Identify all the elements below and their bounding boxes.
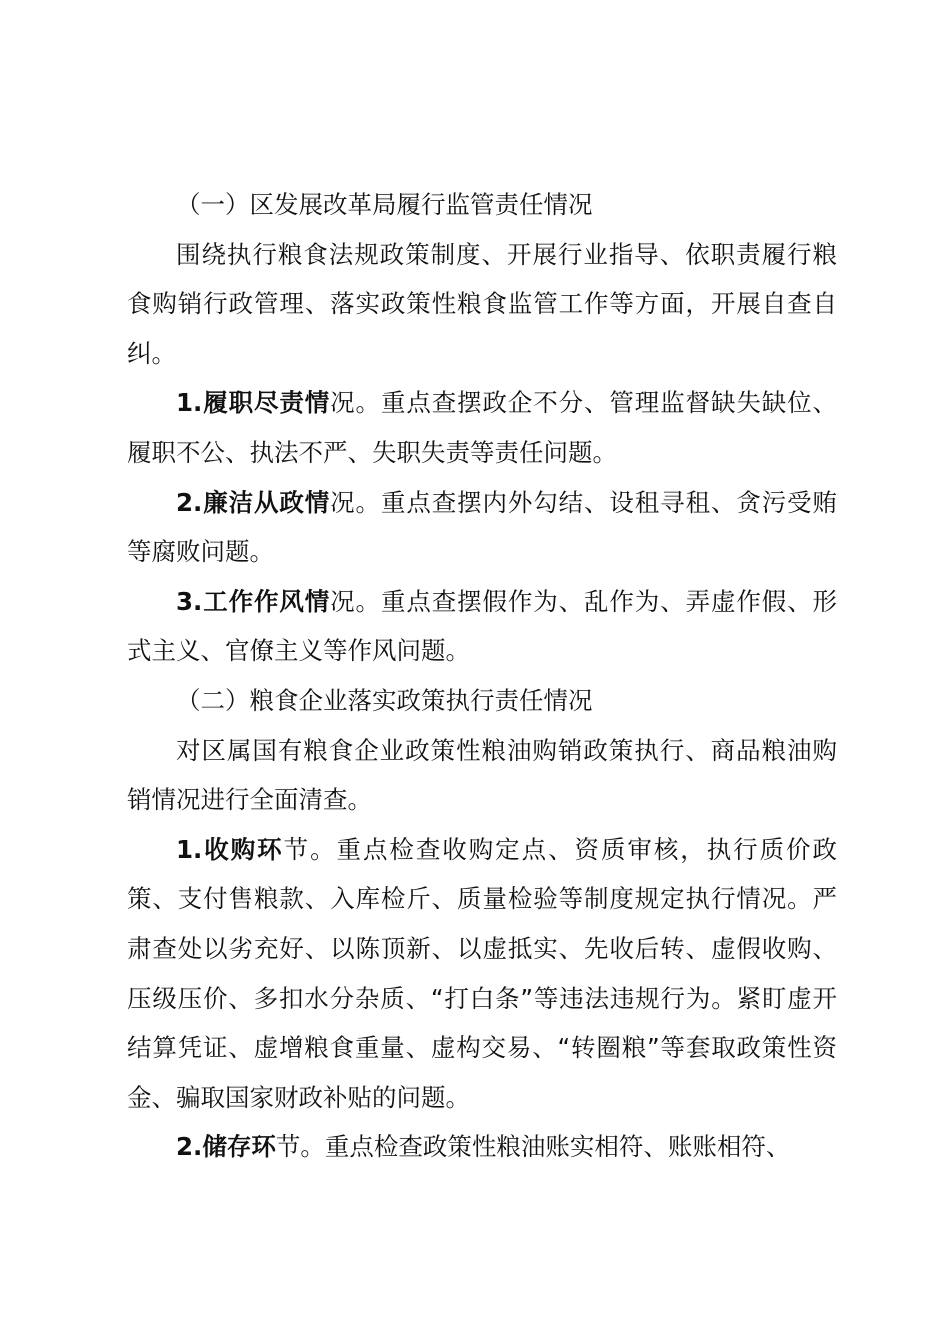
section-one-intro: 围绕执行粮食法规政策制度、开展行业指导、依职责履行粮食购销行政管理、落实政策性粮食监管工作等方面，开展自查自纠。 xyxy=(127,239,837,368)
item-lead: 3.工作作风情 xyxy=(176,586,331,616)
section-one-item-1 xyxy=(127,378,837,477)
section-two-item-2 xyxy=(127,1122,837,1172)
document-body xyxy=(127,180,837,1172)
section-one-item-3 xyxy=(127,577,837,676)
item-lead: 1.收购环 xyxy=(176,834,284,864)
item-text: 况。重点查摆政企不分、管理监督缺失缺位、履职不公、执法不严、失职失责等责任问题。 xyxy=(127,388,837,467)
item-lead: 2.廉洁从政情 xyxy=(176,487,331,517)
item-text: 况。重点查摆假作为、乱作为、弄虚作假、形式主义、官僚主义等作风问题。 xyxy=(127,586,837,666)
item-lead: 1.履职尽责情 xyxy=(176,388,331,418)
section-one-item-2 xyxy=(127,478,837,577)
item-text: 节。重点检查收购定点、资质审核，执行质价政策、支付售粮款、入库检斤、质量检验等制度规定执行情况。严肃查处以劣充好、以陈顶新、以虚抵实、先收后转、虚假收购、压级压价、多扣水分杂质、“打白条”等违法违规行为。紧盯虚开结算凭证、虚增粮食重量、虚构交易、“转圈粮”等套取政策性资金、骗取国家财政补贴的问题。 xyxy=(127,834,838,1112)
section-two-intro: 对区属国有粮食企业政策性粮油购销政策执行、商品粮油购销情况进行全面清查。 xyxy=(127,735,837,815)
section-two-item-1 xyxy=(127,825,837,1123)
item-lead: 2.储存环 xyxy=(176,1132,276,1162)
section-one-heading: （一）区发展改革局履行监管责任情况 xyxy=(176,190,593,219)
item-text: 况。重点查摆内外勾结、设租寻租、贪污受贿等腐败问题。 xyxy=(127,487,837,567)
section-two-heading: （二）粮食企业落实政策执行责任情况 xyxy=(176,685,593,715)
item-text: 节。重点检查政策性粮油账实相符、账账相符、 xyxy=(275,1132,791,1162)
